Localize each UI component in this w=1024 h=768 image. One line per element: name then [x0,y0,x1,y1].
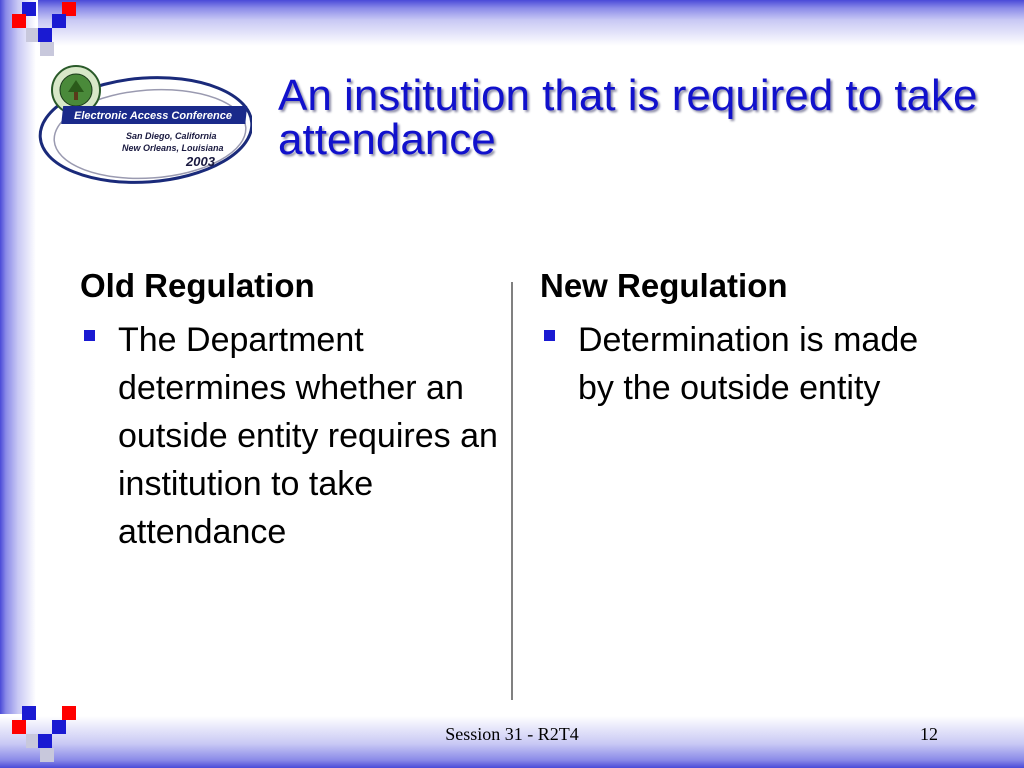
decor-square [40,748,54,762]
new-regulation-heading: New Regulation [540,267,788,304]
logo-city-line: New Orleans, Louisiana [122,143,224,153]
decor-square [62,706,76,720]
decor-square [38,28,52,42]
bullet-text: Determination is made by the outside entity [578,321,919,407]
new-regulation-column [540,266,960,412]
old-regulation-heading: Old Regulation [80,267,315,304]
logo-year: 2003 [186,154,215,169]
footer-session-label: Session 31 - R2T4 [445,724,579,744]
square-bullet-icon [84,330,95,341]
logo-banner-text: Electronic Access Conference [74,110,232,122]
top-gradient-border [0,0,1024,48]
bullet-text: The Department determines whether an outside entity requires an institution to take attendance [118,321,498,551]
decor-square [12,14,26,28]
left-gradient-border [0,0,38,768]
logo-city-line: San Diego, California [126,131,217,141]
conference-logo [34,60,252,186]
slide-number: 12 [920,724,938,744]
old-regulation-column [80,266,500,556]
list-item [80,316,500,556]
square-bullet-icon [544,330,555,341]
list-item [540,316,960,412]
column-divider [511,282,513,700]
decor-square [22,706,36,720]
decor-square [40,42,54,56]
decor-square [52,14,66,28]
slide-title: An institution that is required to take attendance [278,71,978,164]
